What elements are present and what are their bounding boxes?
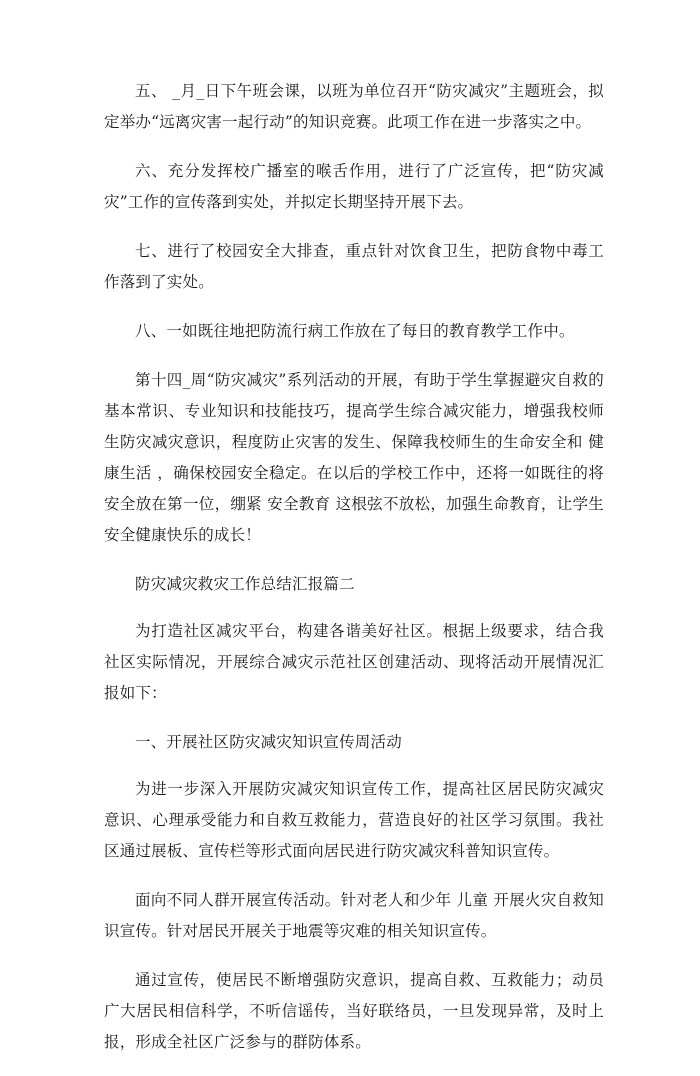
subsection-title: 一、开展社区防灾减灾知识宣传周活动 [135,733,402,751]
paragraph-summary: 第十四_周“防灾减灾”系列活动的开展，有助于学生掌握避灾自救的基本常识、专业知识和技能技巧，提高学生综合减灾能力，增强我校师生防灾减灾意识，程度防止灾害的发生、保障我校师生的生命安全和 健康生活 ，确保校园安全稳定。在以后的学校工作中，还将一如既往的将安全放在第一位，绷紧 安全教育 这根弦不放松，加强生命教育，让学生安全健康快乐的成长！ [104,371,604,544]
section-title: 防灾减灾救灾工作总结汇报篇二 [135,575,355,593]
paragraph-6: 六、充分发挥校广播室的喉舌作用，进行了广泛宣传，把“防灾减灾”工作的宣传落到实处，并拟定长期坚持开展下去。 [104,162,604,211]
document-body [104,76,604,1076]
paragraph-7: 七、进行了校园安全大排查，重点针对饮食卫生，把防食物中毒工作落到了实处。 [104,242,604,291]
paragraph-intro: 为打造社区减灾平台，构建各谐美好社区。根据上级要求，结合我社区实际情况，开展综合减灾示范社区创建活动、现将活动开展情况汇报如下： [104,622,604,702]
paragraph-8: 八、一如既往地把防流行病工作放在了每日的教育教学工作中。 [135,322,575,340]
paragraph-results: 通过宣传，使居民不断增强防灾意识，提高自救、互救能力；动员广大居民相信科学，不听信谣传，当好联络员，一旦发现异常，及时上报，形成全社区广泛参与的群防体系。 [104,971,604,1051]
paragraph-target-groups: 面向不同人群开展宣传活动。针对老人和少年 儿童 开展火灾自救知识宣传。针对居民开展关于地震等灾难的相关知识宣传。 [104,891,604,940]
paragraph-publicity: 为进一步深入开展防灾减灾知识宣传工作，提高社区居民防灾减灾意识、心理承受能力和自救互救能力，营造良好的社区学习氛围。我社区通过展板、宣传栏等形式面向居民进行防灾减灾科普知识宣传。 [104,780,604,860]
paragraph-5: 五、 _月_日下午班会课，以班为单位召开“防灾减灾”主题班会，拟定举办“远离灾害一起行动”的知识竞赛。此项工作在进一步落实之中。 [104,82,604,131]
